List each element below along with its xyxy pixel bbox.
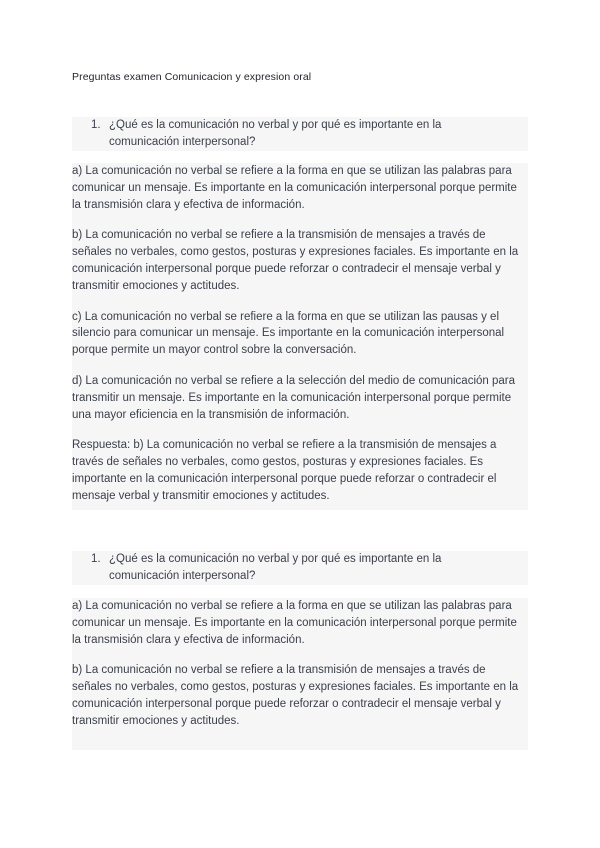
question-item: [72, 117, 528, 151]
question-number: 1.: [91, 553, 101, 565]
question-block-2: [72, 551, 528, 585]
answer-text: Respuesta: b) La comunicación no verbal se refiere a la transmisión de mensajes a través de señales no verbales, como gestos, posturas y expresiones faciales. Es importante en la comunicación interpersonal porque puede reforzar o contradecir el mensaje verbal y transmitir emociones y actitudes.: [72, 439, 497, 502]
question-item: [72, 551, 528, 585]
question-text: ¿Qué es la comunicación no verbal y por qué es importante en la comunicación interpersonal?: [109, 553, 442, 582]
option-b: b) La comunicación no verbal se refiere a la transmisión de mensajes a través de señales no verbales, como gestos, posturas y expresiones faciales. Es importante en la comunicación interpersonal porque puede reforzar o contradecir el mensaje verbal y transmitir emociones y actitudes.: [72, 229, 519, 292]
option-d: d) La comunicación no verbal se refiere a la selección del medio de comunicación para transmitir un mensaje. Es importante en la comunicación interpersonal porque permite una mayor eficiencia en la transmisión de información.: [72, 374, 515, 421]
option-a: a) La comunicación no verbal se refiere a la forma en que se utilizan las palabras para comunicar un mensaje. Es importante en la comunicación interpersonal porque permite la transmisión clara y efectiva de información.: [72, 600, 517, 646]
document-title: Preguntas examen Comunicacion y expresion oral: [72, 71, 312, 83]
option-c: c) La comunicación no verbal se refiere a la forma en que se utilizan las pausas y el silencio para comunicar un mensaje. Es importante en la comunicación interpersonal porque permite un mayor control sobre la conversación.: [72, 310, 505, 357]
option-a: a) La comunicación no verbal se refiere a la forma en que se utilizan las palabras para comunicar un mensaje. Es importante en la comunicación interpersonal porque permite la transmisión clara y efectiva de información.: [72, 165, 517, 211]
question-number: 1.: [91, 119, 101, 131]
question-text: ¿Qué es la comunicación no verbal y por qué es importante en la comunicación interpersonal?: [109, 119, 442, 148]
options-block-1: [72, 163, 528, 510]
question-block-1: [72, 117, 528, 151]
options-block-2: [72, 598, 528, 750]
option-b: b) La comunicación no verbal se refiere a la transmisión de mensajes a través de señales no verbales, como gestos, posturas y expresiones faciales. Es importante en la comunicación interpersonal porque puede reforzar o contradecir el mensaje verbal y transmitir emociones y actitudes.: [72, 664, 519, 727]
